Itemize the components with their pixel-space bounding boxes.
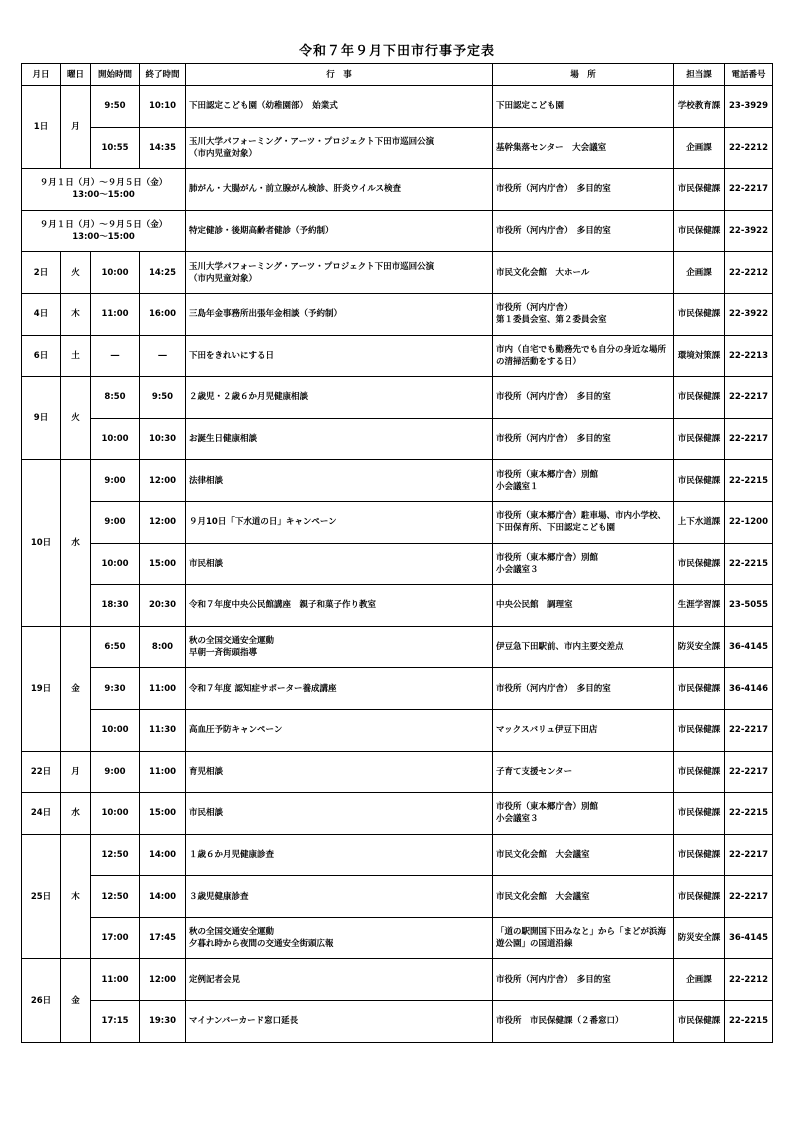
table-row (22, 127, 773, 169)
event-cell: ２歳児・２歳６か月児健康相談 (186, 377, 493, 419)
date-cell: 1日 (22, 86, 61, 169)
weekday-cell: 月 (61, 751, 91, 793)
dept-cell: 市民保健課 (674, 751, 725, 793)
start-time-cell: 11:00 (91, 959, 140, 1001)
event-cell: 特定健診・後期高齢者健診（予約制） (186, 210, 493, 252)
dept-cell: 市民保健課 (674, 210, 725, 252)
place-cell: 子育て支援センター (493, 751, 674, 793)
date-cell: 25日 (22, 834, 61, 959)
date-cell: 19日 (22, 626, 61, 751)
table-row (22, 418, 773, 460)
event-cell: 下田認定こども園（幼稚園部） 始業式 (186, 86, 493, 128)
place-cell: 市役所 市民保健課（２番窓口） (493, 1001, 674, 1043)
start-time-cell: 10:00 (91, 418, 140, 460)
event-cell: 秋の全国交通安全運動 夕暮れ時から夜間の交通安全街頭広報 (186, 917, 493, 959)
dept-cell: 市民保健課 (674, 793, 725, 835)
table-row (22, 668, 773, 710)
end-time-cell: 10:30 (140, 418, 186, 460)
start-time-cell: 12:50 (91, 876, 140, 918)
end-time-cell: 11:00 (140, 751, 186, 793)
phone-cell: 22-2217 (725, 834, 773, 876)
header-row (22, 64, 773, 86)
start-time-cell: ― (91, 335, 140, 377)
place-cell: 伊豆急下田駅前、市内主要交差点 (493, 626, 674, 668)
event-cell: 令和７年度中央公民館講座 親子和菓子作り教室 (186, 585, 493, 627)
phone-cell: 36-4146 (725, 668, 773, 710)
event-cell: 市民相談 (186, 543, 493, 585)
end-time-cell: 11:00 (140, 668, 186, 710)
place-cell: 中央公民館 調理室 (493, 585, 674, 627)
dept-cell: 生涯学習課 (674, 585, 725, 627)
start-time-cell: 10:55 (91, 127, 140, 169)
end-time-cell: 16:00 (140, 293, 186, 335)
end-time-cell: 12:00 (140, 460, 186, 502)
schedule-body (22, 86, 773, 1043)
event-cell: 令和７年度 認知症サポーター養成講座 (186, 668, 493, 710)
weekday-cell: 金 (61, 626, 91, 751)
table-row (22, 1001, 773, 1043)
date-cell: 4日 (22, 293, 61, 335)
place-cell: マックスバリュ伊豆下田店 (493, 709, 674, 751)
table-row (22, 169, 773, 211)
phone-cell: 22-2217 (725, 418, 773, 460)
phone-cell: 23-5055 (725, 585, 773, 627)
end-time-cell: 11:30 (140, 709, 186, 751)
table-row (22, 585, 773, 627)
dept-cell: 環境対策課 (674, 335, 725, 377)
table-row (22, 252, 773, 294)
table-row (22, 86, 773, 128)
end-time-cell: 20:30 (140, 585, 186, 627)
place-cell: 市役所（河内庁舎） 多目的室 (493, 210, 674, 252)
table-row (22, 626, 773, 668)
event-cell: 肺がん・大腸がん・前立腺がん検診、肝炎ウイルス検査 (186, 169, 493, 211)
place-cell: 市役所（東本郷庁舎）駐車場、市内小学校、下田保育所、下田認定こども園 (493, 501, 674, 543)
table-row (22, 793, 773, 835)
place-cell: 市役所（河内庁舎） 多目的室 (493, 377, 674, 419)
dept-cell: 市民保健課 (674, 876, 725, 918)
end-time-cell: 14:00 (140, 876, 186, 918)
weekday-cell: 水 (61, 793, 91, 835)
table-row (22, 751, 773, 793)
date-cell: 9日 (22, 377, 61, 460)
dept-cell: 上下水道課 (674, 501, 725, 543)
header-dept: 担当課 (674, 64, 725, 86)
place-cell: 市民文化会館 大ホール (493, 252, 674, 294)
event-cell: 玉川大学パフォーミング・アーツ・プロジェクト下田市巡回公演 （市内児童対象） (186, 252, 493, 294)
event-cell: 秋の全国交通安全運動 早朝一斉街頭指導 (186, 626, 493, 668)
start-time-cell: 18:30 (91, 585, 140, 627)
dept-cell: 企画課 (674, 959, 725, 1001)
date-cell: 22日 (22, 751, 61, 793)
end-time-cell: 17:45 (140, 917, 186, 959)
phone-cell: 22-2215 (725, 1001, 773, 1043)
weekday-cell: 木 (61, 293, 91, 335)
event-cell: 法律相談 (186, 460, 493, 502)
end-time-cell: 19:30 (140, 1001, 186, 1043)
event-cell: 玉川大学パフォーミング・アーツ・プロジェクト下田市巡回公演 （市内児童対象） (186, 127, 493, 169)
start-time-cell: 8:50 (91, 377, 140, 419)
schedule-table (21, 63, 773, 1043)
end-time-cell: 15:00 (140, 793, 186, 835)
header-end: 終了時間 (140, 64, 186, 86)
page-title: 令和７年９月下田市行事予定表 (298, 44, 495, 59)
table-row (22, 210, 773, 252)
start-time-cell: 9:00 (91, 501, 140, 543)
start-time-cell: 10:00 (91, 252, 140, 294)
phone-cell: 23-3929 (725, 86, 773, 128)
phone-cell: 22-2217 (725, 751, 773, 793)
weekday-cell: 水 (61, 460, 91, 626)
header-phone: 電話番号 (725, 64, 773, 86)
table-row (22, 293, 773, 335)
start-time-cell: 9:00 (91, 751, 140, 793)
end-time-cell: 15:00 (140, 543, 186, 585)
place-cell: 市内（自宅でも勤務先でも自分の身近な場所の清掃活動をする日） (493, 335, 674, 377)
end-time-cell: 8:00 (140, 626, 186, 668)
place-cell: 市役所（東本郷庁舎）別館 小会議室３ (493, 543, 674, 585)
dept-cell: 市民保健課 (674, 418, 725, 460)
end-time-cell: 12:00 (140, 959, 186, 1001)
weekday-cell: 月 (61, 86, 91, 169)
table-row (22, 959, 773, 1001)
place-cell: 市役所（河内庁舎） 第１委員会室、第２委員会室 (493, 293, 674, 335)
start-time-cell: 10:00 (91, 543, 140, 585)
phone-cell: 22-2212 (725, 959, 773, 1001)
date-cell: 10日 (22, 460, 61, 626)
event-cell: 高血圧予防キャンペーン (186, 709, 493, 751)
end-time-cell: ― (140, 335, 186, 377)
start-time-cell: 17:15 (91, 1001, 140, 1043)
end-time-cell: 12:00 (140, 501, 186, 543)
start-time-cell: 10:00 (91, 793, 140, 835)
event-cell: 市民相談 (186, 793, 493, 835)
dept-cell: 市民保健課 (674, 377, 725, 419)
event-cell: マイナンバーカード窓口延長 (186, 1001, 493, 1043)
place-cell: 市役所（河内庁舎） 多目的室 (493, 959, 674, 1001)
table-row (22, 335, 773, 377)
dept-cell: 企画課 (674, 127, 725, 169)
end-time-cell: 14:25 (140, 252, 186, 294)
dept-cell: 市民保健課 (674, 460, 725, 502)
weekday-cell: 金 (61, 959, 91, 1042)
date-cell: 26日 (22, 959, 61, 1042)
place-cell: 基幹集落センター 大会議室 (493, 127, 674, 169)
dept-cell: 市民保健課 (674, 169, 725, 211)
event-cell: 定例記者会見 (186, 959, 493, 1001)
phone-cell: 22-2217 (725, 169, 773, 211)
end-time-cell: 14:00 (140, 834, 186, 876)
table-row (22, 876, 773, 918)
phone-cell: 22-2213 (725, 335, 773, 377)
header-event: 行 事 (186, 64, 493, 86)
dept-cell: 市民保健課 (674, 1001, 725, 1043)
place-cell: 市役所（河内庁舎） 多目的室 (493, 418, 674, 460)
date-range-cell: ９月１日（月）～９月５日（金） 13:00～15:00 (22, 169, 186, 211)
dept-cell: 防災安全課 (674, 626, 725, 668)
start-time-cell: 9:50 (91, 86, 140, 128)
start-time-cell: 6:50 (91, 626, 140, 668)
dept-cell: 市民保健課 (674, 543, 725, 585)
phone-cell: 22-2215 (725, 543, 773, 585)
date-cell: 24日 (22, 793, 61, 835)
start-time-cell: 11:00 (91, 293, 140, 335)
header-place: 場 所 (493, 64, 674, 86)
phone-cell: 36-4145 (725, 626, 773, 668)
phone-cell: 22-2215 (725, 460, 773, 502)
place-cell: 「道の駅開国下田みなと」から「まどが浜海遊公園」の国道沿線 (493, 917, 674, 959)
place-cell: 市役所（東本郷庁舎）別館 小会議室３ (493, 793, 674, 835)
weekday-cell: 火 (61, 252, 91, 294)
date-cell: 2日 (22, 252, 61, 294)
dept-cell: 学校教育課 (674, 86, 725, 128)
start-time-cell: 12:50 (91, 834, 140, 876)
start-time-cell: 9:00 (91, 460, 140, 502)
dept-cell: 市民保健課 (674, 293, 725, 335)
place-cell: 市民文化会館 大会議室 (493, 876, 674, 918)
phone-cell: 22-1200 (725, 501, 773, 543)
weekday-cell: 土 (61, 335, 91, 377)
dept-cell: 企画課 (674, 252, 725, 294)
place-cell: 市民文化会館 大会議室 (493, 834, 674, 876)
dept-cell: 市民保健課 (674, 834, 725, 876)
table-row (22, 917, 773, 959)
end-time-cell: 14:35 (140, 127, 186, 169)
table-row (22, 377, 773, 419)
phone-cell: 22-2212 (725, 127, 773, 169)
phone-cell: 22-2215 (725, 793, 773, 835)
event-cell: お誕生日健康相談 (186, 418, 493, 460)
table-row (22, 501, 773, 543)
event-cell: 三島年金事務所出張年金相談（予約制） (186, 293, 493, 335)
phone-cell: 22-2217 (725, 709, 773, 751)
start-time-cell: 9:30 (91, 668, 140, 710)
weekday-cell: 木 (61, 834, 91, 959)
phone-cell: 36-4145 (725, 917, 773, 959)
event-cell: １歳６か月児健康診査 (186, 834, 493, 876)
dept-cell: 市民保健課 (674, 668, 725, 710)
start-time-cell: 17:00 (91, 917, 140, 959)
phone-cell: 22-3922 (725, 293, 773, 335)
event-cell: 下田をきれいにする日 (186, 335, 493, 377)
date-cell: 6日 (22, 335, 61, 377)
start-time-cell: 10:00 (91, 709, 140, 751)
event-cell: 育児相談 (186, 751, 493, 793)
table-row (22, 543, 773, 585)
header-month-day: 月日 (22, 64, 61, 86)
header-weekday: 曜日 (61, 64, 91, 86)
table-row (22, 834, 773, 876)
dept-cell: 防災安全課 (674, 917, 725, 959)
phone-cell: 22-2212 (725, 252, 773, 294)
table-row (22, 460, 773, 502)
end-time-cell: 9:50 (140, 377, 186, 419)
phone-cell: 22-3922 (725, 210, 773, 252)
table-row (22, 709, 773, 751)
phone-cell: 22-2217 (725, 377, 773, 419)
place-cell: 市役所（河内庁舎） 多目的室 (493, 169, 674, 211)
place-cell: 市役所（東本郷庁舎）別館 小会議室１ (493, 460, 674, 502)
weekday-cell: 火 (61, 377, 91, 460)
header-start: 開始時間 (91, 64, 140, 86)
event-cell: ３歳児健康診査 (186, 876, 493, 918)
end-time-cell: 10:10 (140, 86, 186, 128)
place-cell: 下田認定こども園 (493, 86, 674, 128)
place-cell: 市役所（河内庁舎） 多目的室 (493, 668, 674, 710)
event-cell: ９月10日「下水道の日」キャンペーン (186, 501, 493, 543)
phone-cell: 22-2217 (725, 876, 773, 918)
dept-cell: 市民保健課 (674, 709, 725, 751)
date-range-cell: ９月１日（月）～９月５日（金） 13:00～15:00 (22, 210, 186, 252)
